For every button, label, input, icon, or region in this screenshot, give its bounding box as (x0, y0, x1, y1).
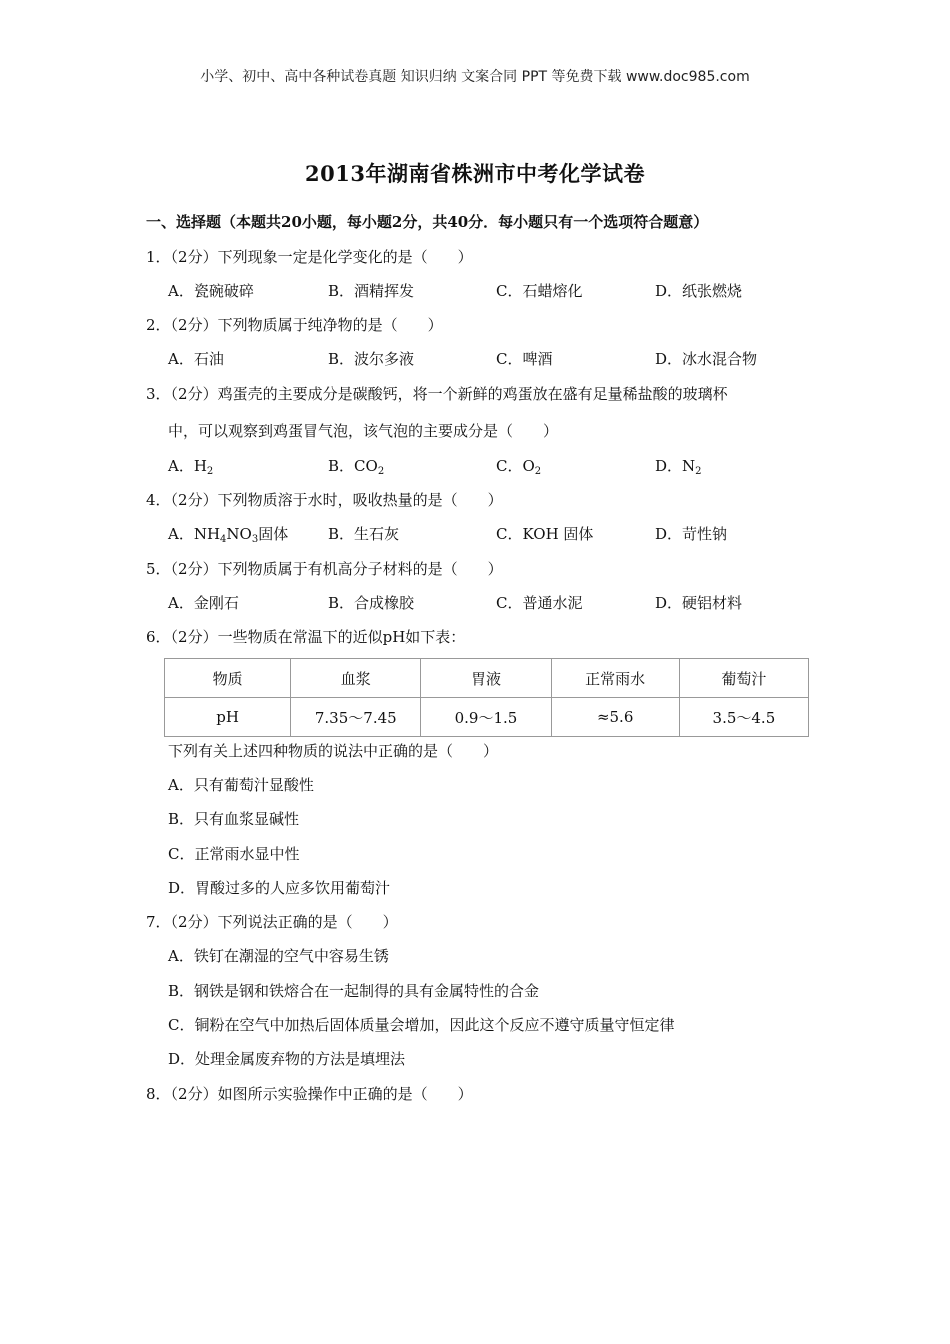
q4-option-b: B．生石灰 (328, 525, 400, 543)
table-header-cell: 物质 (165, 659, 291, 698)
table-header-cell: 胃液 (421, 659, 551, 698)
ph-table (164, 658, 809, 737)
q3-option-d: D．$N_2$ (655, 457, 702, 477)
q1-stem: 1．（2分）下列现象一定是化学变化的是（ ） (146, 248, 473, 266)
q5-option-a: A．金刚石 (168, 594, 239, 612)
table-header-cell: 葡萄汁 (679, 659, 808, 698)
q2-stem: 2．（2分）下列物质属于纯净物的是（ ） (146, 316, 443, 334)
q2-option-b: B．波尔多液 (328, 350, 415, 368)
q3-stem: 3．（2分）鸡蛋壳的主要成分是碳酸钙，将一个新鲜的鸡蛋放在盛有足量稀盐酸的玻璃杯 (146, 385, 728, 403)
q2-option-a: A．石油 (168, 350, 224, 368)
q6-option-b: B．只有血浆显碱性 (168, 810, 300, 828)
page-title: 2013年湖南省株洲市中考化学试卷 (305, 161, 645, 186)
q3-stem-continued: 中，可以观察到鸡蛋冒气泡，该气泡的主要成分是（ ） (168, 422, 559, 440)
q4-stem: 4．（2分）下列物质溶于水时，吸收热量的是（ ） (146, 491, 503, 509)
table-header-cell: 正常雨水 (551, 659, 679, 698)
q6-option-a: A．只有葡萄汁显酸性 (168, 776, 314, 794)
q6-option-c: C．正常雨水显中性 (168, 845, 300, 863)
table-header-cell: 血浆 (291, 659, 421, 698)
q7-option-b: B．钢铁是钢和铁熔合在一起制得的具有金属特性的合金 (168, 982, 540, 1000)
q5-stem: 5．（2分）下列物质属于有机高分子材料的是（ ） (146, 560, 503, 578)
q1-option-b: B．酒精挥发 (328, 282, 415, 300)
table-cell: 0.9～1.5 (421, 698, 551, 737)
q5-option-b: B．合成橡胶 (328, 594, 415, 612)
table-header-row (165, 659, 809, 698)
q7-option-a: A．铁钉在潮湿的空气中容易生锈 (168, 947, 389, 965)
q7-stem: 7．（2分）下列说法正确的是（ ） (146, 913, 398, 931)
q5-option-c: C．普通水泥 (496, 594, 583, 612)
q4-option-c: C．KOH 固体 (496, 525, 594, 543)
table-cell: 3.5～4.5 (679, 698, 808, 737)
q3-option-a: A．$H_2$ (168, 457, 214, 477)
table-row (165, 698, 809, 737)
q6-question: 下列有关上述四种物质的说法中正确的是（ ） (168, 742, 499, 760)
q1-option-c: C．石蜡熔化 (496, 282, 583, 300)
q1-option-d: D．纸张燃烧 (655, 282, 743, 300)
q7-option-c: C．铜粉在空气中加热后固体质量会增加，因此这个反应不遵守质量守恒定律 (168, 1016, 675, 1034)
section-heading: 一、选择题（本题共20小题，每小题2分，共40分．每小题只有一个选项符合题意） (146, 213, 709, 231)
q5-option-d: D．硬铝材料 (655, 594, 743, 612)
table-cell: 7.35～7.45 (291, 698, 421, 737)
q2-option-c: C．啤酒 (496, 350, 553, 368)
table-cell: ≈5.6 (551, 698, 679, 737)
table-cell: pH (165, 698, 291, 737)
q6-stem: 6．（2分）一些物质在常温下的近似pH如下表： (146, 628, 466, 646)
q2-option-d: D．冰水混合物 (655, 350, 758, 368)
q7-option-d: D．处理金属废弃物的方法是填埋法 (168, 1050, 406, 1068)
q3-option-b: B．$CO_2$ (328, 457, 385, 477)
page-header: 小学、初中、高中各种试卷真题 知识归纳 文案合同 PPT 等免费下载 www.doc985.com (200, 69, 750, 85)
q4-option-a: A．$NH_4NO_3$固体 (168, 525, 289, 545)
q6-option-d: D．胃酸过多的人应多饮用葡萄汁 (168, 879, 391, 897)
q8-stem: 8．（2分）如图所示实验操作中正确的是（ ） (146, 1085, 473, 1103)
q4-option-d: D．苛性钠 (655, 525, 728, 543)
q3-option-c: C．$O_2$ (496, 457, 542, 477)
q1-option-a: A．瓷碗破碎 (168, 282, 254, 300)
